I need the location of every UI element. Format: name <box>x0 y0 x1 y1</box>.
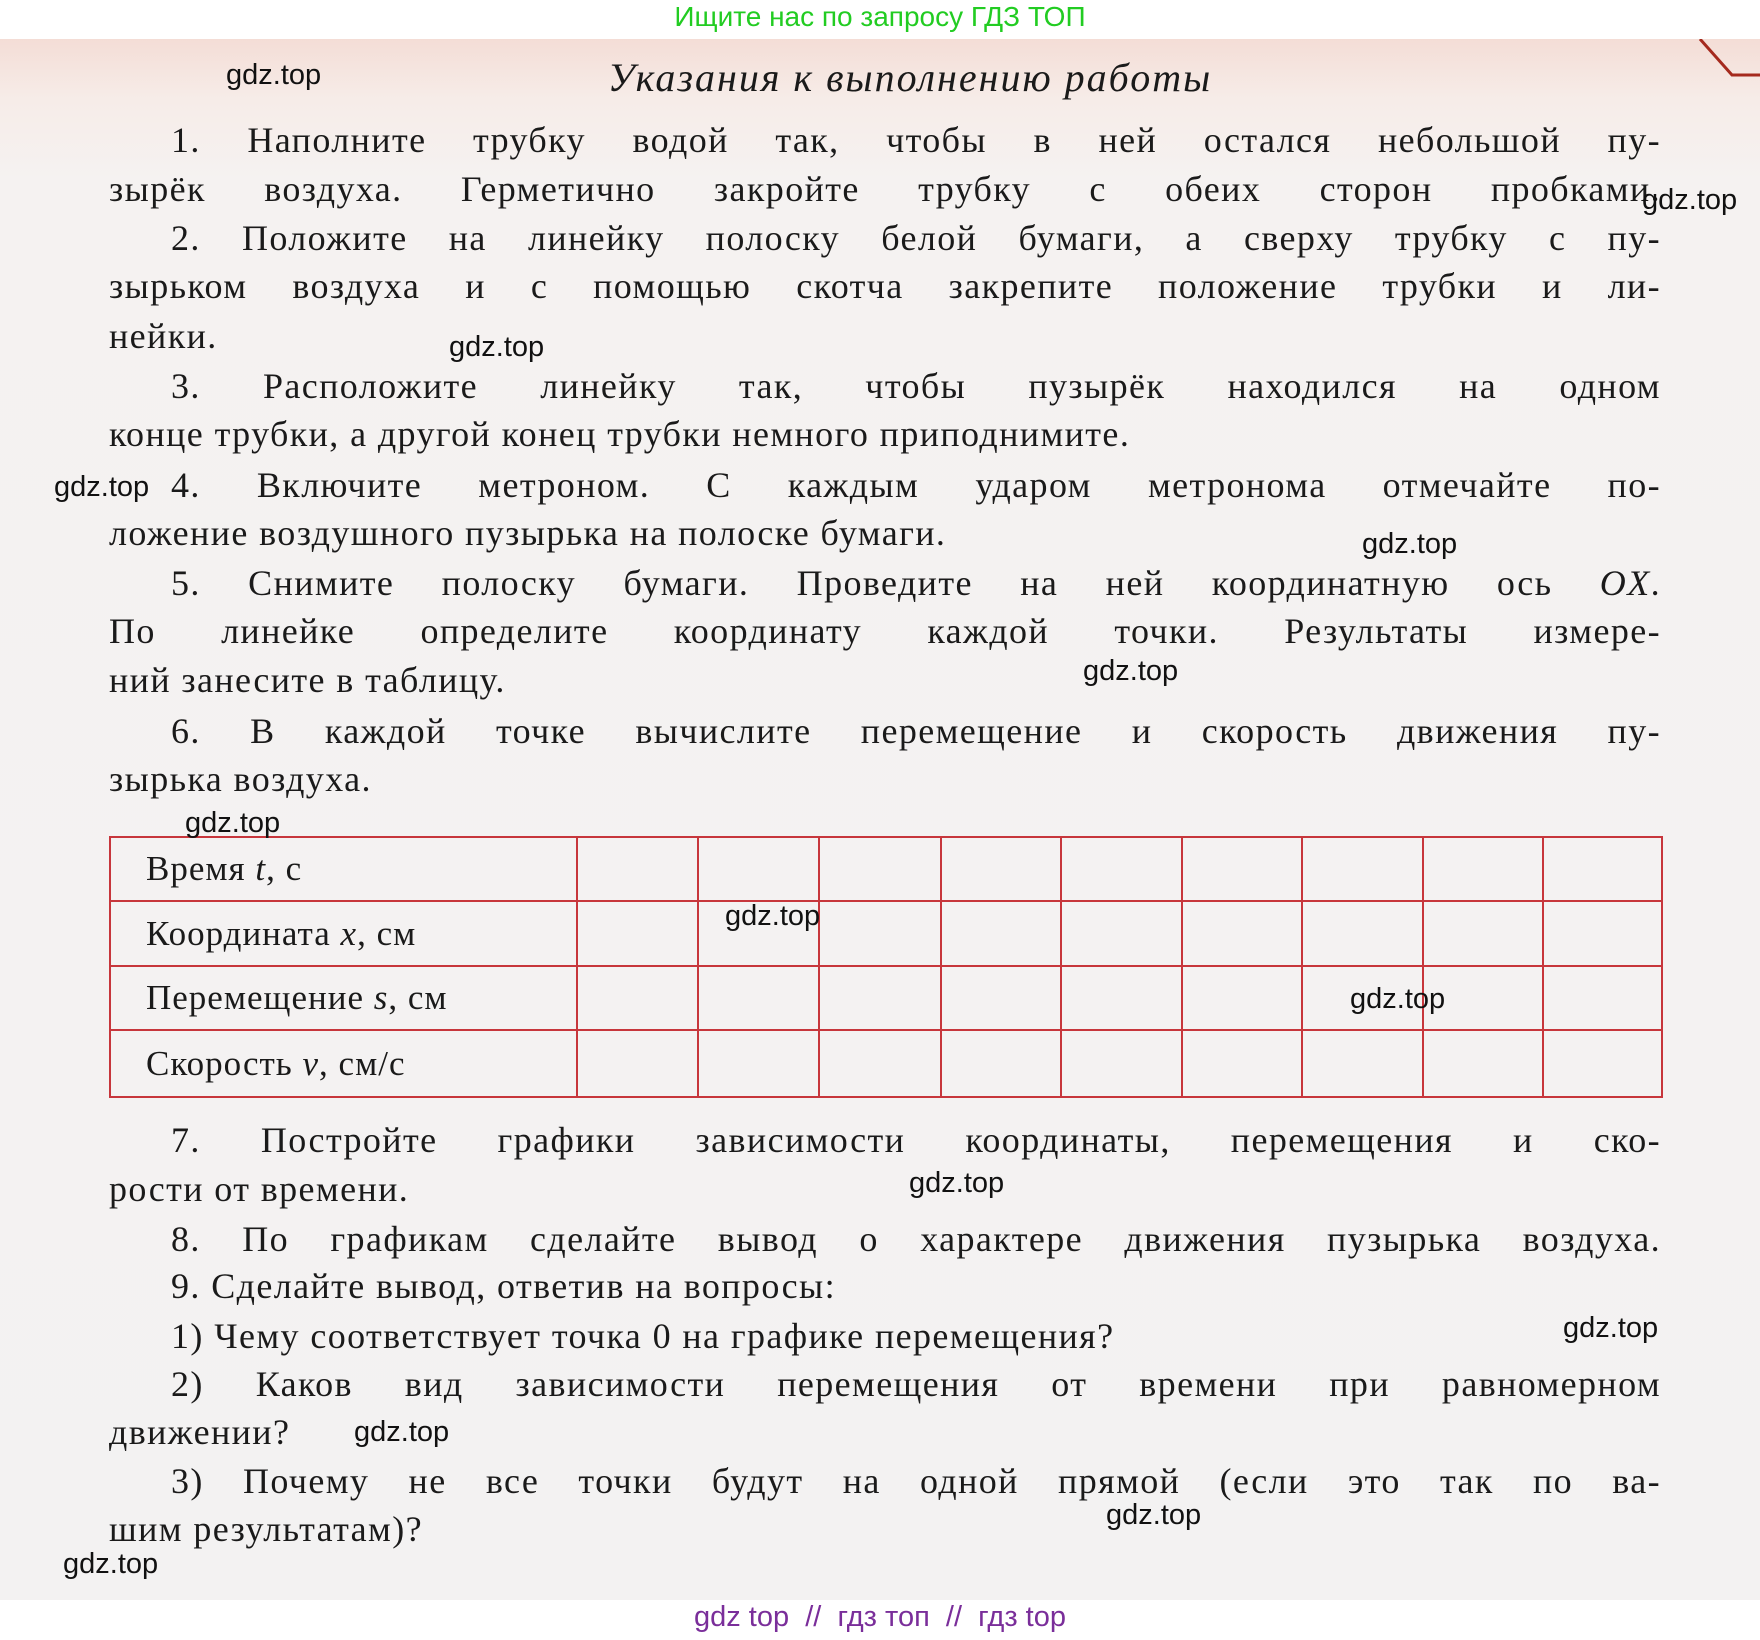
table-cell <box>1302 1030 1423 1097</box>
search-banner: Ищите нас по запросу ГДЗ ТОП <box>0 0 1760 39</box>
table-cell <box>577 966 698 1030</box>
step-5-line-1 <box>171 559 1661 607</box>
question-3-line-1: 3) Почему не все точки будут на одной прямой (если это так по ва- <box>171 1461 1661 1501</box>
table-cell <box>577 901 698 966</box>
axis-suffix: . <box>1650 563 1661 603</box>
table-cell <box>577 837 698 901</box>
row-label: Время t, с <box>110 837 577 901</box>
watermark: gdz.top <box>1563 1312 1659 1344</box>
table-cell <box>819 837 941 901</box>
table-cell <box>698 1030 819 1097</box>
table-cell <box>1061 837 1182 901</box>
step-6-line-2: зырька воздуха. <box>109 759 372 799</box>
step-8-line-1: 8. По графикам сделайте вывод о характере движения пузырька воздуха. <box>171 1219 1661 1259</box>
table-cell <box>1061 1030 1182 1097</box>
table-cell <box>698 966 819 1030</box>
table-cell <box>698 837 819 901</box>
step-2-line-1: 2. Положите на линейку полоску белой бумаги, а сверху трубку с пу- <box>171 218 1661 258</box>
table-row-velocity <box>110 1030 1662 1097</box>
question-1: 1) Чему соответствует точка 0 на графике перемещения? <box>171 1316 1115 1356</box>
step-9-line-1: 9. Сделайте вывод, ответив на вопросы: <box>171 1266 836 1306</box>
table-row-coordinate <box>110 901 1662 966</box>
table-cell <box>819 1030 941 1097</box>
watermark: gdz.top <box>1083 655 1179 687</box>
footer-watermark: gdz top // гдз топ // гдз top <box>693 1601 1066 1633</box>
watermark: gdz.top <box>909 1167 1005 1199</box>
watermark: gdz.top <box>1642 184 1738 216</box>
watermark: gdz.top <box>1350 983 1446 1015</box>
table-cell <box>1182 901 1302 966</box>
watermark: gdz.top <box>354 1416 450 1448</box>
table-cell <box>941 1030 1061 1097</box>
step-7-line-1: 7. Постройте графики зависимости координаты, перемещения и ско- <box>171 1120 1661 1160</box>
step-5-text: 5. Снимите полоску бумаги. Проведите на ней координатную ось <box>171 563 1600 603</box>
table-cell <box>1061 901 1182 966</box>
section-title: Указания к выполнению работы <box>607 55 1213 100</box>
question-2-line-1: 2) Каков вид зависимости перемещения от времени при равномерном <box>171 1364 1661 1404</box>
table-cell <box>1182 1030 1302 1097</box>
step-5-line-2: По линейке определите координату каждой точки. Результаты измере- <box>109 611 1661 651</box>
table-cell <box>1302 901 1423 966</box>
table-cell <box>819 966 941 1030</box>
watermark: gdz.top <box>226 59 322 91</box>
table-cell <box>1543 1030 1662 1097</box>
step-3-line-2: конце трубки, а другой конец трубки немного приподнимите. <box>109 414 1131 454</box>
table-cell <box>1423 901 1543 966</box>
table-cell <box>1182 837 1302 901</box>
axis-name: OX <box>1599 563 1651 603</box>
table-cell <box>1061 966 1182 1030</box>
row-label: Координата x, см <box>110 901 577 966</box>
watermark: gdz.top <box>54 471 150 503</box>
step-6-line-1: 6. В каждой точке вычислите перемещение и скорость движения пу- <box>171 711 1661 751</box>
row-label: Перемещение s, см <box>110 966 577 1030</box>
watermark: gdz.top <box>449 331 545 363</box>
question-2-line-2: движении? <box>109 1412 291 1452</box>
step-5-line-3: ний занесите в таблицу. <box>109 660 506 700</box>
table-row-time <box>110 837 1662 901</box>
table-cell <box>1543 901 1662 966</box>
table-cell <box>1423 1030 1543 1097</box>
table-cell <box>577 1030 698 1097</box>
step-7-line-2: рости от времени. <box>109 1169 410 1209</box>
table-cell <box>1423 837 1543 901</box>
step-4-line-1: 4. Включите метроном. С каждым ударом метронома отмечайте по- <box>171 465 1661 505</box>
table-cell <box>941 966 1061 1030</box>
row-label: Скорость v, см/с <box>110 1030 577 1097</box>
watermark: gdz.top <box>1106 1499 1202 1531</box>
table-cell <box>1182 966 1302 1030</box>
watermark: gdz.top <box>185 807 281 839</box>
table-cell <box>941 901 1061 966</box>
step-3-line-1: 3. Расположите линейку так, чтобы пузырёк находился на одном <box>171 366 1661 406</box>
step-1-line-1: 1. Наполните трубку водой так, чтобы в ней остался небольшой пу- <box>171 120 1661 160</box>
question-3-line-2: шим результатам)? <box>109 1509 423 1549</box>
step-4-line-2: ложение воздушного пузырька на полоске бумаги. <box>109 513 947 553</box>
measurement-table <box>109 836 1663 1098</box>
watermark: gdz.top <box>63 1548 159 1580</box>
table-cell <box>1302 837 1423 901</box>
table-cell <box>1543 966 1662 1030</box>
step-2-line-2: зырьком воздуха и с помощью скотча закрепите положение трубки и ли- <box>109 266 1661 306</box>
watermark: gdz.top <box>725 900 821 932</box>
table-cell <box>1543 837 1662 901</box>
step-1-line-2: зырёк воздуха. Герметично закройте трубку с обеих сторон пробками. <box>109 169 1661 209</box>
watermark: gdz.top <box>1362 528 1458 560</box>
table-cell <box>819 901 941 966</box>
table-cell <box>941 837 1061 901</box>
step-2-line-3: нейки. <box>109 316 218 356</box>
